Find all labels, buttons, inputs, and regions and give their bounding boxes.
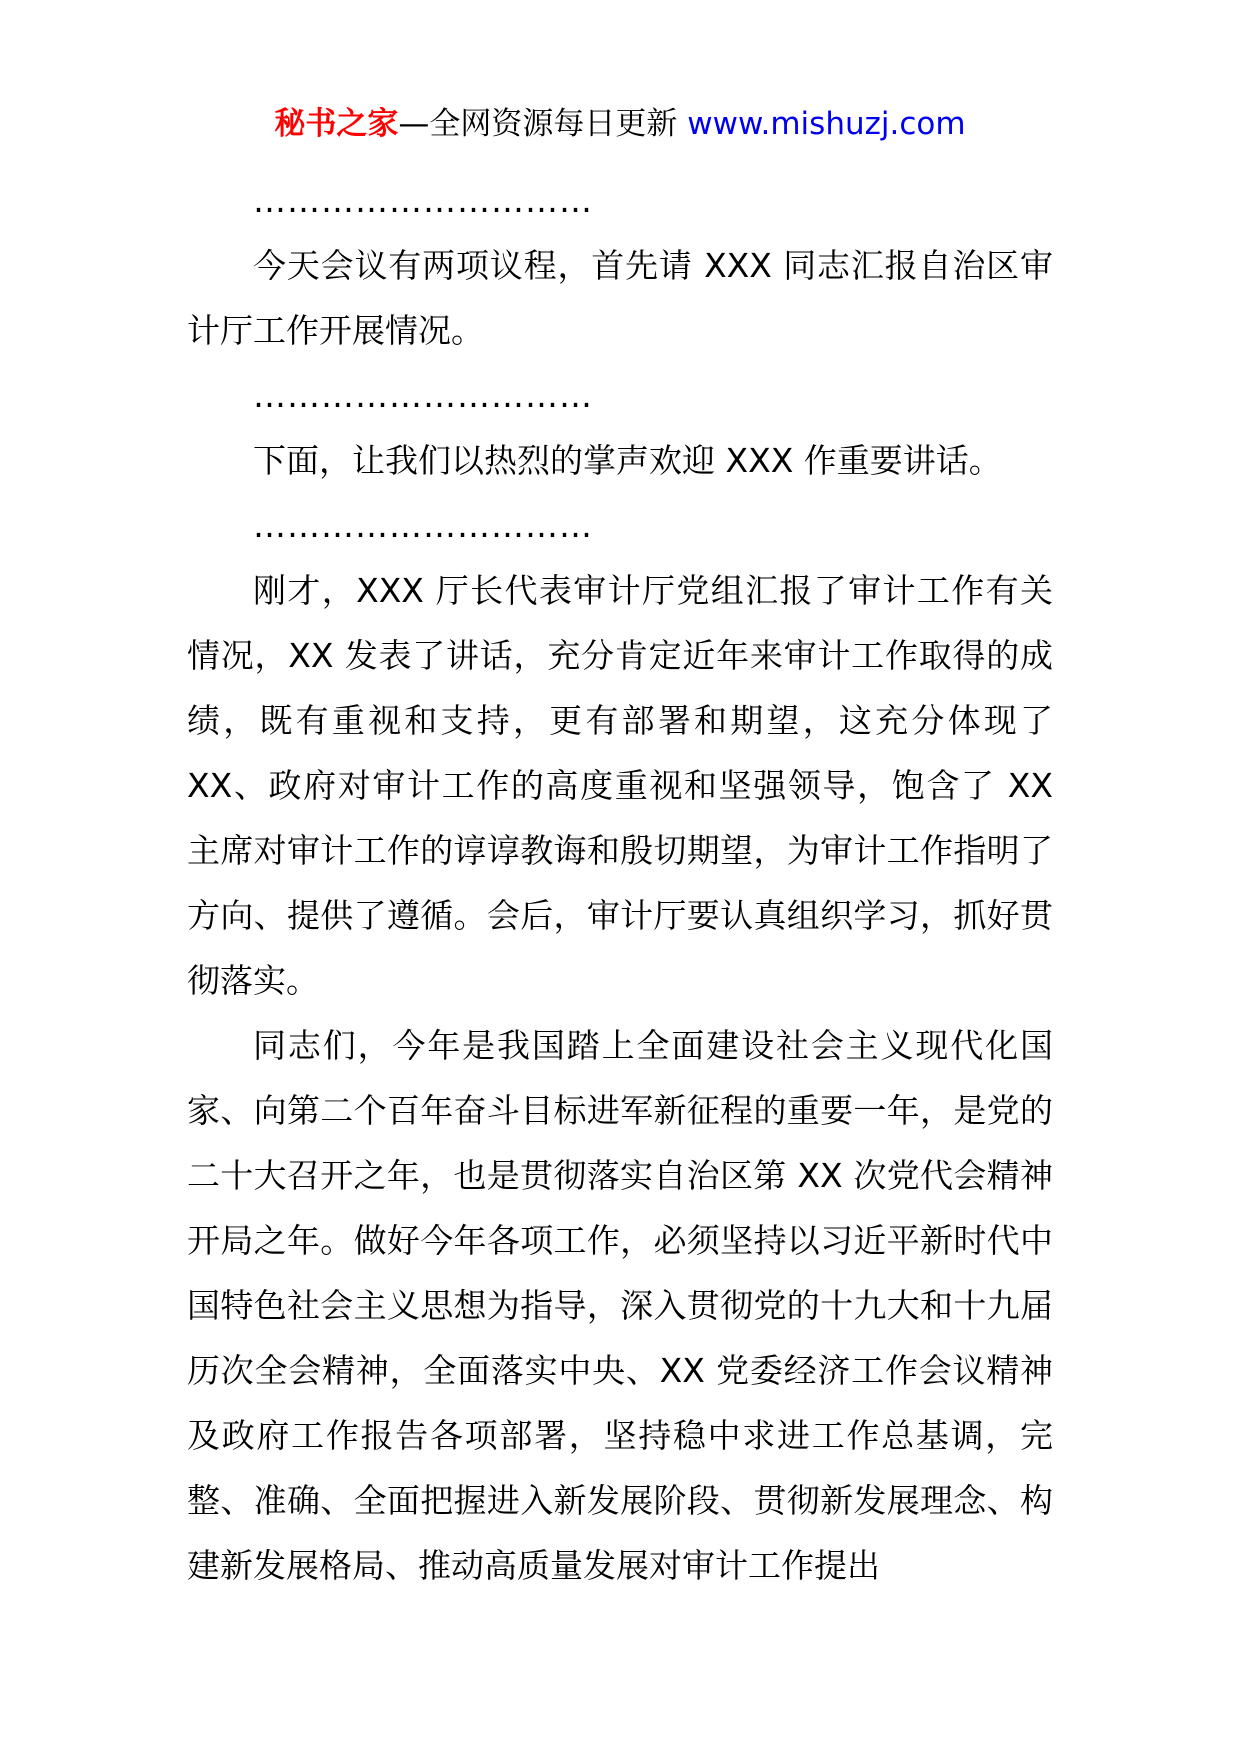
- paragraph: 下面，让我们以热烈的掌声欢迎 XXX 作重要讲话。: [253, 441, 1002, 480]
- ellipsis-line: …………………………: [253, 506, 593, 545]
- paragraph: 今天会议有两项议程，首先请 XXX 同志汇报自治区审计厅工作开展情况。: [187, 246, 1053, 350]
- site-url-link[interactable]: www.mishuzj.com: [687, 106, 966, 142]
- ellipsis-line: …………………………: [253, 181, 593, 220]
- ellipsis-line: …………………………: [253, 376, 593, 415]
- header-tagline: —全网资源每日更新: [398, 106, 688, 142]
- paragraph: 同志们，今年是我国踏上全面建设社会主义现代化国家、向第二个百年奋斗目标进军新征程的重要一年，是党的二十大召开之年，也是贯彻落实自治区第 XX 次党代会精神开局之年。做好今年各项工作，必须坚持以习近平新时代中国特色社会主义思想为指导，深入贯彻党的十九大和十九届历次全会精神，全面落实中央、XX 党委经济工作会议精神及政府工作报告各项部署，坚持稳中求进工作总基调，完整、准确、全面把握进入新发展阶段、贯彻新发展理念、构建新发展格局、推动高质量发展对审计工作提出: [187, 1026, 1053, 1585]
- document-body: [187, 168, 1053, 1598]
- paragraph: 刚才，XXX 厅长代表审计厅党组汇报了审计工作有关情况，XX 发表了讲话，充分肯定近年来审计工作取得的成绩，既有重视和支持，更有部署和期望，这充分体现了 XX、政府对审计工作的高度重视和坚强领导，饱含了 XX 主席对审计工作的谆谆教诲和殷切期望，为审计工作指明了方向、提供了遵循。会后，审计厅要认真组织学习，抓好贯彻落实。: [187, 571, 1053, 1000]
- page-header: [0, 100, 1240, 148]
- brand-name: 秘书之家: [274, 106, 399, 142]
